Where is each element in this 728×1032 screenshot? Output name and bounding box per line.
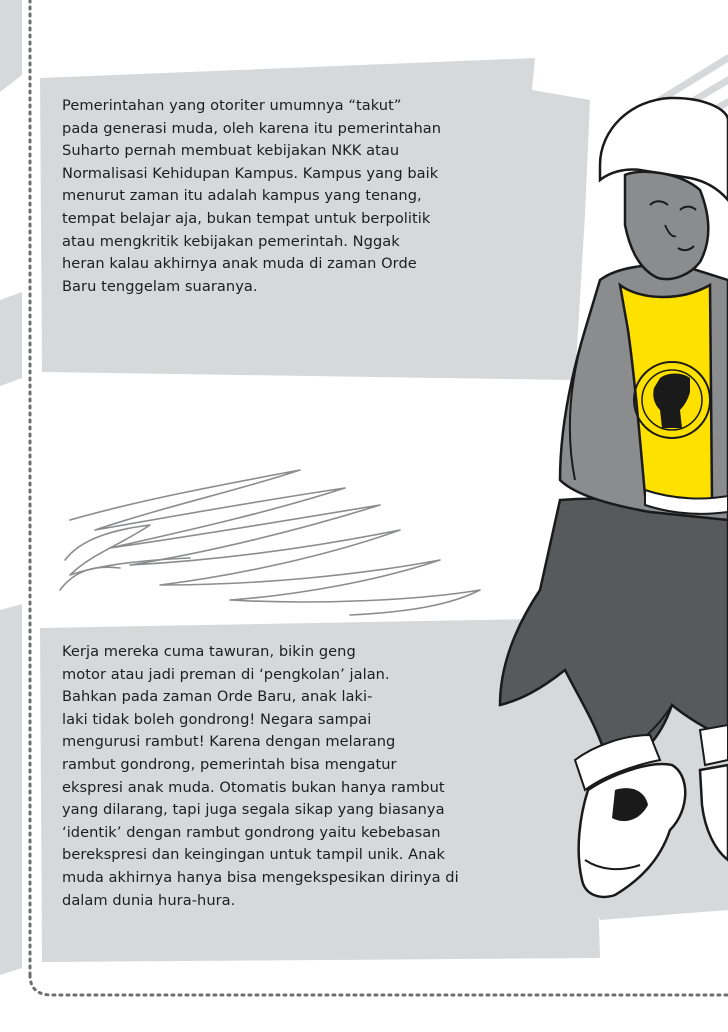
dotted-border-bottom: [30, 975, 728, 995]
scribble-doodle: [60, 470, 480, 615]
paragraph-bottom: Kerja mereka cuma tawuran, bikin geng motor atau jadi preman di ‘pengkolan’ jalan. Bahkan pada zaman Orde Baru, anak laki- laki tidak boleh gondrong! Negara sampai mengurusi rambut! Karena dengan melarang rambut gondrong, pemerintah bisa mengatur ekspresi anak muda. Otomatis bukan hanya rambut yang dilarang, tapi juga segala sikap yang biasanya ‘identik’ dengan rambut gondrong yaitu kebebasan berekspresi dan keingingan untuk tampil unik. Anak muda akhirnya hanya bisa mengekspesikan dirinya di dalam dunia hura-hura.: [62, 643, 459, 909]
paragraph-top: Pemerintahan yang otoriter umumnya “takut” pada generasi muda, oleh karena itu pemerintahan Suharto pernah membuat kebijakan NKK atau Normalisasi Kehidupan Kampus. Kampus yang baik menurut zaman itu adalah kampus yang tenang, tempat belajar aja, bukan tempat untuk berpolitik atau mengkritik kebijakan pemerintah. Nggak heran kalau akhirnya anak muda di zaman Orde Baru tenggelam suaranya.: [62, 97, 442, 295]
figure-head: [600, 98, 728, 279]
gray-strip-low: [0, 604, 22, 975]
gray-strip-top: [0, 0, 22, 92]
gray-strip-mid: [0, 292, 22, 386]
